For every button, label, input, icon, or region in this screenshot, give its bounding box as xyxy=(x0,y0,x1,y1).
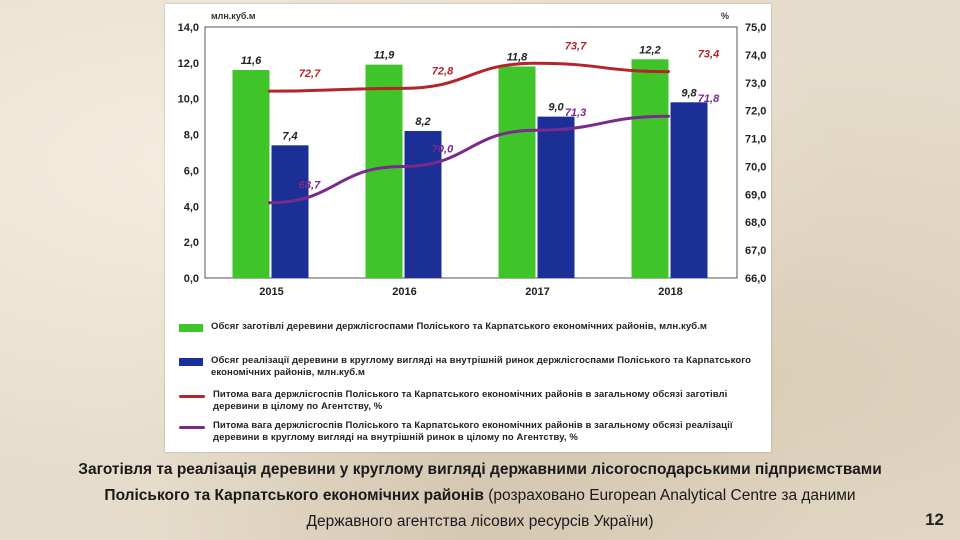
left-tick-label: 12,0 xyxy=(177,57,199,70)
page-number: 12 xyxy=(925,510,944,529)
right-tick-label: 75,0 xyxy=(745,22,767,34)
chart-panel xyxy=(165,4,771,452)
bar-harvest xyxy=(499,66,536,278)
chart xyxy=(165,4,771,452)
slide-caption xyxy=(70,457,890,535)
line-value-label: 73,7 xyxy=(564,40,587,53)
left-tick-label: 10,0 xyxy=(177,93,199,106)
left-tick-label: 0,0 xyxy=(183,273,199,285)
legend-label-sales-share: Питома вага держлісгоспів Поліського та Карпатського економічних районів в загальному обсязі реалізації деревини в круглому вигляді на внутрішній ринок в цілому по Агентству, % xyxy=(213,420,733,443)
line-sales-share xyxy=(270,116,669,202)
right-tick-label: 68,0 xyxy=(745,217,767,230)
bar-sales xyxy=(272,145,309,278)
left-tick-label: 14,0 xyxy=(177,22,199,34)
left-tick-label: 2,0 xyxy=(183,237,199,250)
bar-value-label: 12,2 xyxy=(639,44,661,57)
right-tick-label: 72,0 xyxy=(745,105,767,118)
right-tick-label: 71,0 xyxy=(745,133,767,146)
line-value-label: 68,7 xyxy=(298,179,321,192)
legend-label-harvest: Обсяг заготівлі деревини держлісгоспами Поліського та Карпатського економічних районів, млн.куб.м xyxy=(211,321,708,332)
bar-value-label: 11,9 xyxy=(373,49,395,62)
right-tick-label: 67,0 xyxy=(745,245,767,258)
legend-label-sales: Обсяг реалізації деревини в круглому вигляді на внутрішній ринок держлісгоспами Поліського та Карпатського економічних районів, млн.куб.м xyxy=(211,355,752,378)
bar-value-label: 8,2 xyxy=(415,115,431,128)
right-tick-label: 66,0 xyxy=(745,273,767,285)
bar-value-label: 9,8 xyxy=(681,87,697,100)
category-label: 2015 xyxy=(259,286,284,298)
right-tick-label: 70,0 xyxy=(745,161,767,174)
left-tick-label: 8,0 xyxy=(183,129,199,142)
category-label: 2018 xyxy=(658,286,683,298)
line-harvest-share xyxy=(270,63,669,91)
bar-value-label: 11,8 xyxy=(506,51,528,64)
category-label: 2017 xyxy=(525,286,550,298)
line-value-label: 73,4 xyxy=(697,48,720,61)
right-tick-label: 69,0 xyxy=(745,189,767,202)
caption-title: Заготівля та реалізація деревини у круглому вигляді державними лісогосподарськими підприємствами Поліського та Карпатського економічних районів xyxy=(78,461,882,504)
line-value-label: 71,3 xyxy=(564,107,587,120)
category-label: 2016 xyxy=(392,286,417,298)
caption-source: (розраховано European Analytical Centre за даними Державного агентства лісових ресурсів України) xyxy=(306,487,856,530)
bar-sales xyxy=(671,102,708,278)
legend-label-harvest-share: Питома вага держлісгоспів Поліського та Карпатського економічних районів в загальному обсязі заготівлі деревини в цілому по Агентству, % xyxy=(213,389,728,412)
left-tick-label: 4,0 xyxy=(183,201,199,214)
line-value-label: 72,7 xyxy=(298,68,321,81)
left-axis-unit: млн.куб.м xyxy=(211,11,256,21)
bar-sales xyxy=(538,117,575,278)
bar-harvest xyxy=(233,70,270,278)
bar-value-label: 11,6 xyxy=(240,55,262,68)
bar-value-label: 9,0 xyxy=(548,101,564,114)
left-tick-label: 6,0 xyxy=(183,165,199,178)
bar-harvest xyxy=(632,59,669,278)
line-value-label: 71,8 xyxy=(697,93,720,106)
line-value-label: 72,8 xyxy=(431,65,454,78)
right-axis-unit: % xyxy=(721,11,730,21)
right-tick-label: 74,0 xyxy=(745,49,767,62)
line-value-label: 70,0 xyxy=(431,143,454,156)
bar-value-label: 7,4 xyxy=(282,130,298,143)
right-tick-label: 73,0 xyxy=(745,77,767,90)
